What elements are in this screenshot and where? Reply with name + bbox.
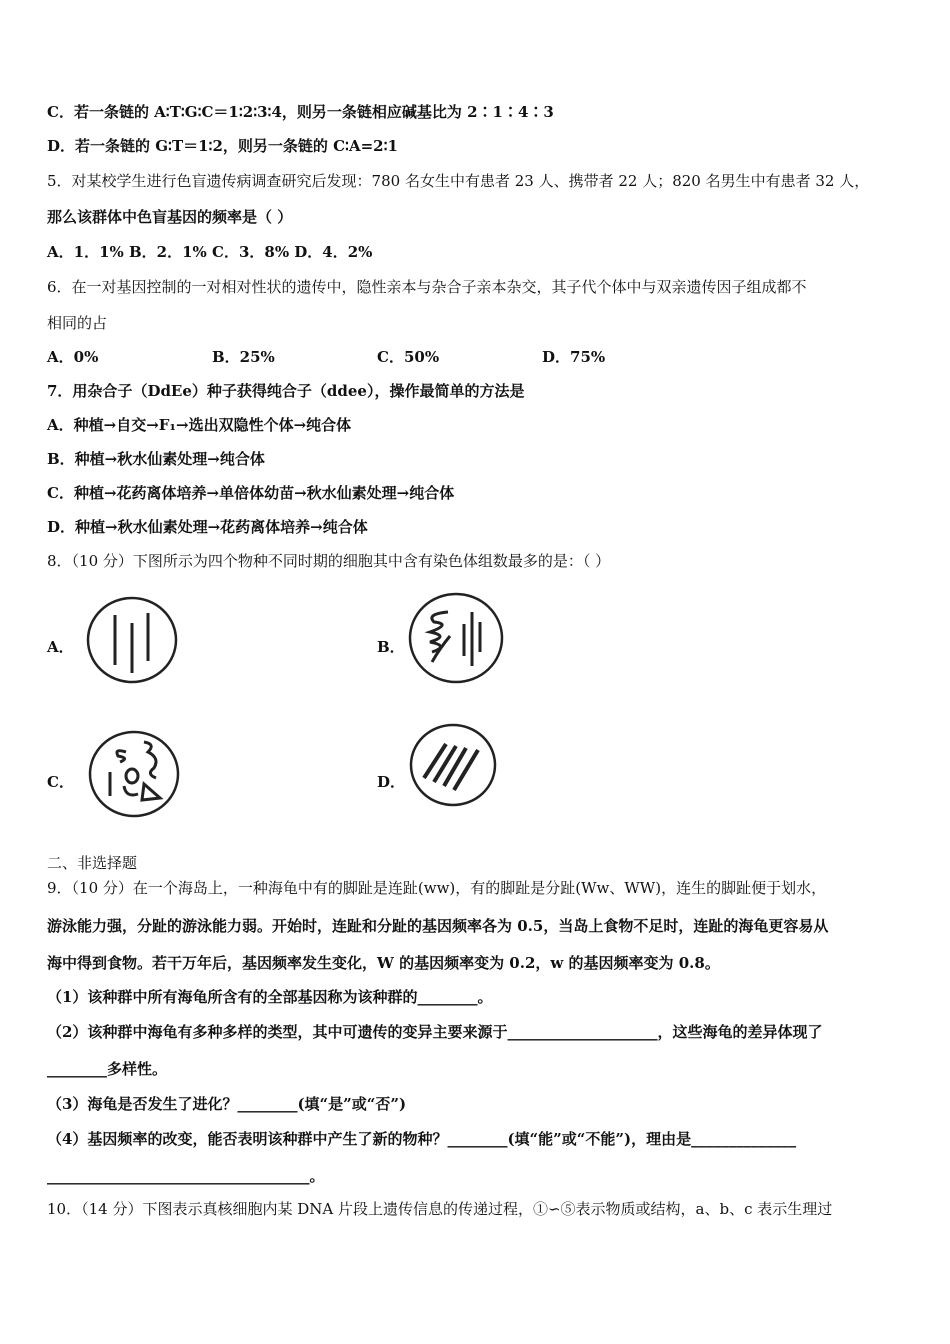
q4-option-d: D．若一条链的 G∶T＝1∶2，则另一条链的 C∶A=2∶1 [47, 137, 398, 155]
q6-option-b: B．25% [212, 348, 275, 366]
q7-option-d: D．种植→秋水仙素处理→花药离体培养→纯合体 [47, 518, 368, 536]
q8-label-b: B． [377, 638, 405, 656]
q5-stem-line1: 5．对某校学生进行色盲遗传病调查研究后发现：780 名女生中有患者 23 人、携带者 22 人；820 名男生中有患者 32 人， [47, 172, 870, 190]
q8-label-c: C． [47, 773, 74, 791]
q9-stem-line2: 游泳能力强，分趾的游泳能力弱。开始时，连趾和分趾的基因频率各为 0.5，当岛上食物不足时，连趾的海龟更容易从 [47, 917, 829, 935]
q9-part1: （1）该种群中所有海龟所含有的全部基因称为该种群的________。 [47, 988, 493, 1006]
q5-options: A．1．1% B．2．1% C．3．8% D．4．2% [47, 243, 373, 261]
q7-option-b: B．种植→秋水仙素处理→纯合体 [47, 450, 265, 468]
q5-stem-line2: 那么该群体中色盲基因的频率是（ ） [47, 208, 293, 226]
q6-option-d: D．75% [542, 348, 606, 366]
q9-stem-line3: 海中得到食物。若干万年后，基因频率发生变化，W 的基因频率变为 0.2，w 的基因频率变为 0.8。 [47, 954, 720, 972]
cell-figure-b [406, 590, 506, 686]
q9-part2-line2: ________多样性。 [47, 1060, 168, 1078]
cell-figure-d [408, 722, 498, 808]
cell-figure-c [86, 728, 182, 820]
q9-part4-line1: （4）基因频率的改变，能否表明该种群中产生了新的物种？________(填“能”或“不能”)，理由是______________ [47, 1130, 797, 1148]
cell-figure-a [84, 593, 180, 687]
q4-option-c: C．若一条链的 A∶T∶G∶C＝1∶2∶3∶4，则另一条链相应碱基比为 2∶1∶4∶3 [47, 103, 554, 121]
q9-part2-line1: （2）该种群中海龟有多种多样的类型，其中可遗传的变异主要来源于____________________，这些海龟的差异体现了 [47, 1023, 823, 1041]
q9-stem-line1: 9．（10 分）在一个海岛上，一种海龟中有的脚趾是连趾(ww)，有的脚趾是分趾(Ww、WW)，连生的脚趾便于划水， [47, 879, 827, 897]
q8-stem: 8．（10 分）下图所示为四个物种不同时期的细胞其中含有染色体组数最多的是：（ ） [47, 552, 611, 570]
q6-option-c: C．50% [377, 348, 440, 366]
q9-part4-line2: ___________________________________。 [47, 1167, 325, 1185]
q7-option-c: C．种植→花药离体培养→单倍体幼苗→秋水仙素处理→纯合体 [47, 484, 455, 502]
q9-part3: （3）海龟是否发生了进化？________(填“是”或“否”) [47, 1095, 407, 1113]
q8-label-d: D． [377, 773, 406, 791]
q8-label-a: A． [47, 638, 74, 656]
section-title-non-choice: 二、非选择题 [47, 854, 138, 872]
q7-stem: 7．用杂合子（DdEe）种子获得纯合子（ddee），操作最简单的方法是 [47, 382, 525, 400]
q6-stem-line1: 6．在一对基因控制的一对相对性状的遗传中，隐性亲本与杂合子亲本杂交，其子代个体中与双亲遗传因子组成都不 [47, 278, 807, 296]
q6-option-a: A．0% [47, 348, 99, 366]
q7-option-a: A．种植→自交→F₁→选出双隐性个体→纯合体 [47, 416, 352, 434]
q10-stem-line1: 10．（14 分）下图表示真核细胞内某 DNA 片段上遗传信息的传递过程，①∽⑤表示物质或结构，a、b、c 表示生理过 [47, 1200, 833, 1218]
q6-stem-line2: 相同的占 [47, 314, 108, 332]
